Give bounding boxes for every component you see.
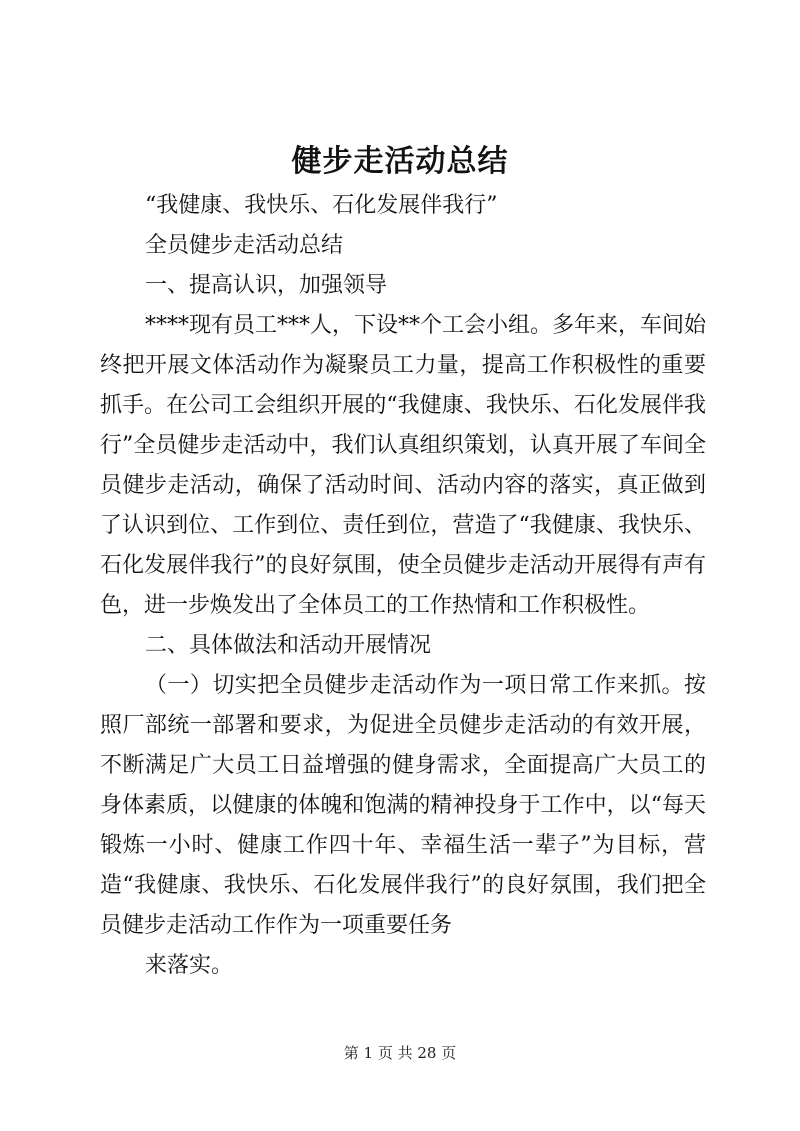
document-title: 健步走活动总结 [291, 144, 509, 179]
body-paragraph-3: 来落实。 [145, 953, 234, 978]
document-body [100, 186, 706, 986]
body-paragraph-2: （一）切实把全员健步走活动作为一项日常工作来抓。按照厂部统一部署和要求，为促进全员健步走活动的有效开展，不断满足广大员工日益增强的健身需求，全面提高广大员工的身体素质，以健康的体魄和饱满的精神投身于工作中，以“每天锻炼一小时、健康工作四十年、幸福生活一辈子”为目标，营造“我健康、我快乐、石化发展伴我行”的良好氛围，我们把全员健步走活动工作作为一项重要任务 [100, 673, 706, 938]
section-heading-1: 一、提高认识，加强领导 [145, 273, 388, 298]
page-number-footer: 第 1 页 共 28 页 [343, 1044, 457, 1062]
body-paragraph-1: ****现有员工***人，下设**个工会小组。多年来，车间始终把开展文体活动作为凝聚员工力量，提高工作积极性的重要抓手。在公司工会组织开展的“我健康、我快乐、石化发展伴我行”全员健步走活动中，我们认真组织策划，认真开展了车间全员健步走活动，确保了活动时间、活动内容的落实，真正做到了认识到位、工作到位、责任到位，营造了“我健康、我快乐、石化发展伴我行”的良好氛围，使全员健步走活动开展得有声有色，进一步焕发出了全体员工的工作热情和工作积极性。 [100, 313, 707, 618]
slogan-paragraph: “我健康、我快乐、石化发展伴我行” [145, 193, 498, 218]
subtitle-paragraph: 全员健步走活动总结 [145, 233, 344, 258]
section-heading-2: 二、具体做法和活动开展情况 [145, 633, 432, 658]
